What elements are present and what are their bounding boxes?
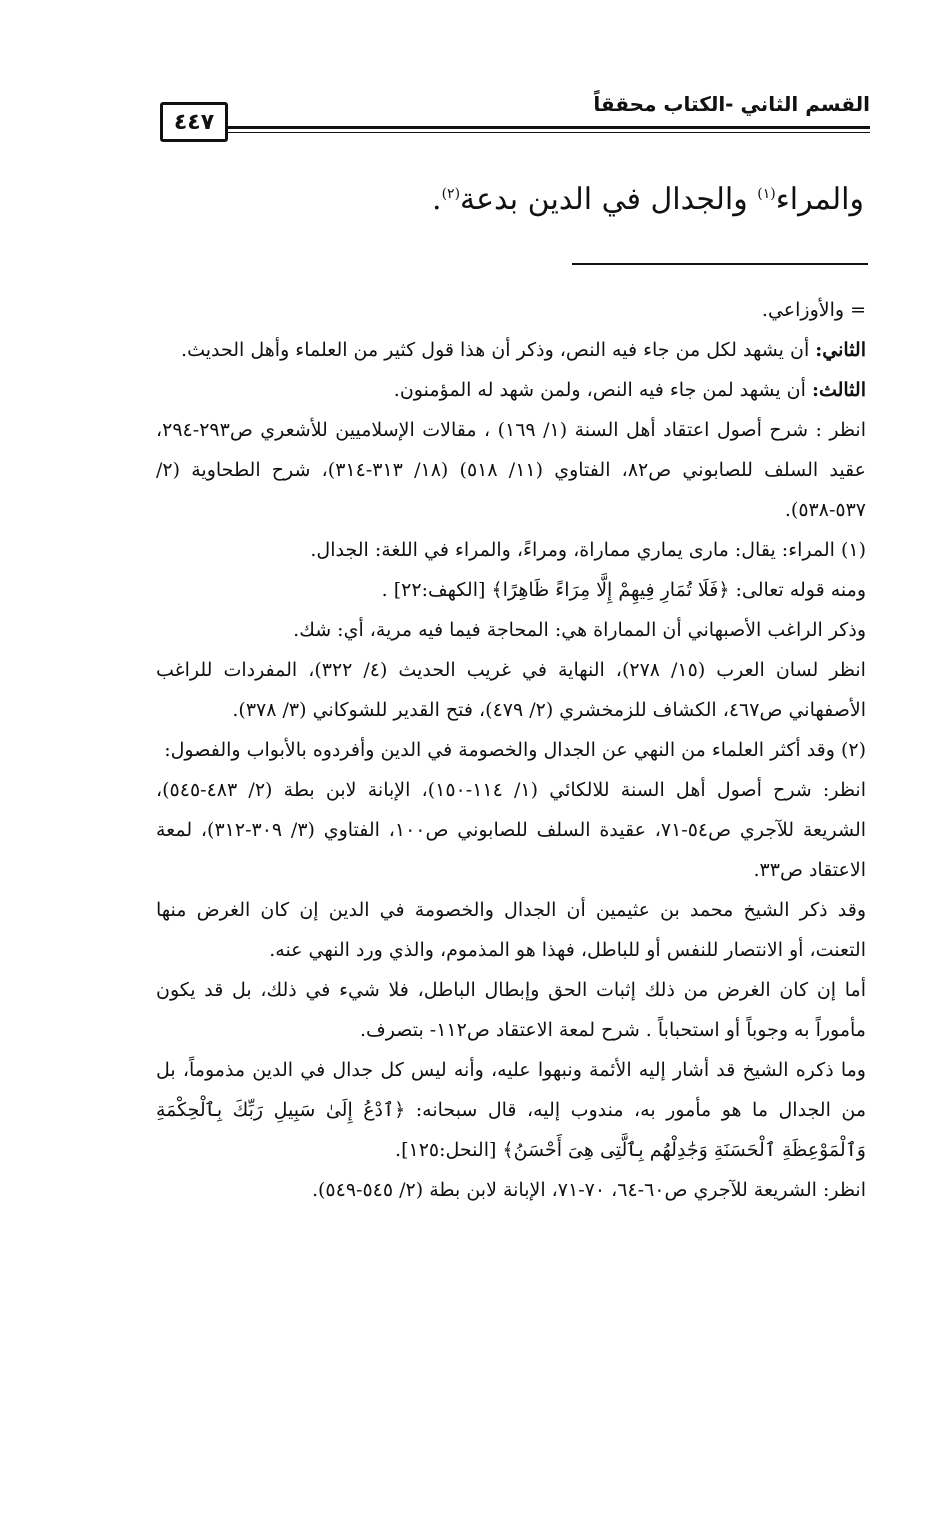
footnote-2 bbox=[156, 730, 866, 770]
footnote-2-paragraph-2: وقد ذكر الشيخ محمد بن عثيمين أن الجدال والخصومة في الدين إن كان الغرض منها التعنت، أو الانتصار للنفس أو للباطل، فهذا هو المذموم، والذي ورد النهي عنه. bbox=[156, 899, 866, 961]
page-header bbox=[160, 92, 870, 152]
note-second-label: الثاني: bbox=[815, 339, 866, 361]
running-title: القسم الثاني -الكتاب محققاً bbox=[593, 92, 870, 116]
footnote-2-number: (٢) bbox=[840, 739, 866, 761]
note-second bbox=[156, 330, 866, 370]
footnotes bbox=[156, 290, 866, 1210]
main-text bbox=[432, 182, 864, 217]
continued-note: = والأوزاعي. bbox=[761, 299, 866, 321]
footnote-1-references: انظر لسان العرب (١٥/ ٢٧٨)، النهاية في غريب الحديث (٤/ ٣٢٢)، المفردات للراغب الأصفهاني ص٤٦٧، الكشاف للزمخشري (٢/ ٤٧٩)، فتح القدير للشوكاني (٣/ ٣٧٨). bbox=[156, 659, 866, 721]
header-rule-thin bbox=[226, 132, 870, 133]
footnote-ref-2[interactable]: (٢) bbox=[441, 186, 461, 202]
note-third bbox=[156, 370, 866, 410]
main-text-end: . bbox=[432, 182, 442, 217]
footnote-2-line1: وقد أكثر العلماء من النهي عن الجدال والخصومة في الدين وأفردوه بالأبواب والفصول: bbox=[164, 739, 835, 761]
footnote-1-line3: وذكر الراغب الأصبهاني أن المماراة هي: المحاجة فيما فيه مرية، أي: شك. bbox=[293, 619, 866, 641]
main-text-part2: والجدال في الدين بدعة bbox=[460, 182, 758, 217]
main-text-part1: والمراء bbox=[775, 182, 864, 217]
footnote-ref-1[interactable]: (١) bbox=[757, 186, 776, 202]
footnote-2-paragraph-4: وما ذكره الشيخ قد أشار إليه الأئمة ونبهوا عليه، وأنه ليس كل جدال في الدين مذموماً، بل من الجدال ما هو مأمور به، مندوب إليه، قال سبحانه: ﴿ٱدْعُ إِلَىٰ سَبِيلِ رَبِّكَ بِٱلْحِكْمَةِ وَٱلْمَوْعِظَةِ ٱلْحَسَنَةِ وَجَٰدِلْهُم بِٱلَّتِى هِىَ أَحْسَنُ﴾ [النحل:١٢٥]. bbox=[156, 1059, 866, 1161]
note-second-text: أن يشهد لكل من جاء فيه النص، وذكر أن هذا قول كثير من العلماء وأهل الحديث. bbox=[181, 339, 816, 361]
footnote-1-line1: المراء: يقال: مارى يماري مماراة، ومراءً، والمراء في اللغة: الجدال. bbox=[310, 539, 835, 561]
page-number: ٤٤٧ bbox=[160, 102, 228, 142]
footnote-1 bbox=[156, 530, 866, 570]
footnote-separator bbox=[572, 263, 868, 265]
note-third-label: الثالث: bbox=[811, 379, 866, 401]
footnote-2-references: انظر: شرح أصول أهل السنة للالكائي (١/ ١١٤-١٥٠)، الإبانة لابن بطة (٢/ ٤٨٣-٥٤٥)، الشريعة للآجري ص٥٤-٧١، عقيدة السلف للصابوني ص١٠٠، الفتاوي (٣/ ٣٠٩-٣١٢)، لمعة الاعتقاد ص٣٣. bbox=[156, 779, 867, 881]
footnote-2-references-2: انظر: الشريعة للآجري ص٦٠-٦٤، ٧٠-٧١، الإبانة لابن بطة (٢/ ٥٤٥-٥٤٩). bbox=[311, 1179, 866, 1201]
footnote-2-paragraph-3: أما إن كان الغرض من ذلك إثبات الحق وإبطال الباطل، فلا شيء في ذلك، بل قد يكون مأموراً به وجوباً أو استحباباً . شرح لمعة الاعتقاد ص١١٢- بتصرف. bbox=[156, 979, 866, 1041]
footnote-1-line2: ومنه قوله تعالى: ﴿فَلَا تُمَارِ فِيهِمْ إِلَّا مِرَاءً ظَاهِرًا﴾ [الكهف:٢٢] . bbox=[381, 579, 866, 601]
note-third-text: أن يشهد لمن جاء فيه النص، ولمن شهد له المؤمنون. bbox=[393, 379, 812, 401]
note-references-a: انظر : شرح أصول اعتقاد أهل السنة (١/ ١٦٩) ، مقالات الإسلاميين للأشعري ص٢٩٣-٢٩٤، عقيد السلف للصابوني ص٨٢، الفتاوي (١١/ ٥١٨) (١٨/ ٣١٣-٣١٤)، شرح الطحاوية (٢/ ٥٣٧-٥٣٨). bbox=[156, 419, 867, 521]
footnote-1-number: (١) bbox=[840, 539, 866, 561]
header-rule bbox=[226, 126, 870, 129]
